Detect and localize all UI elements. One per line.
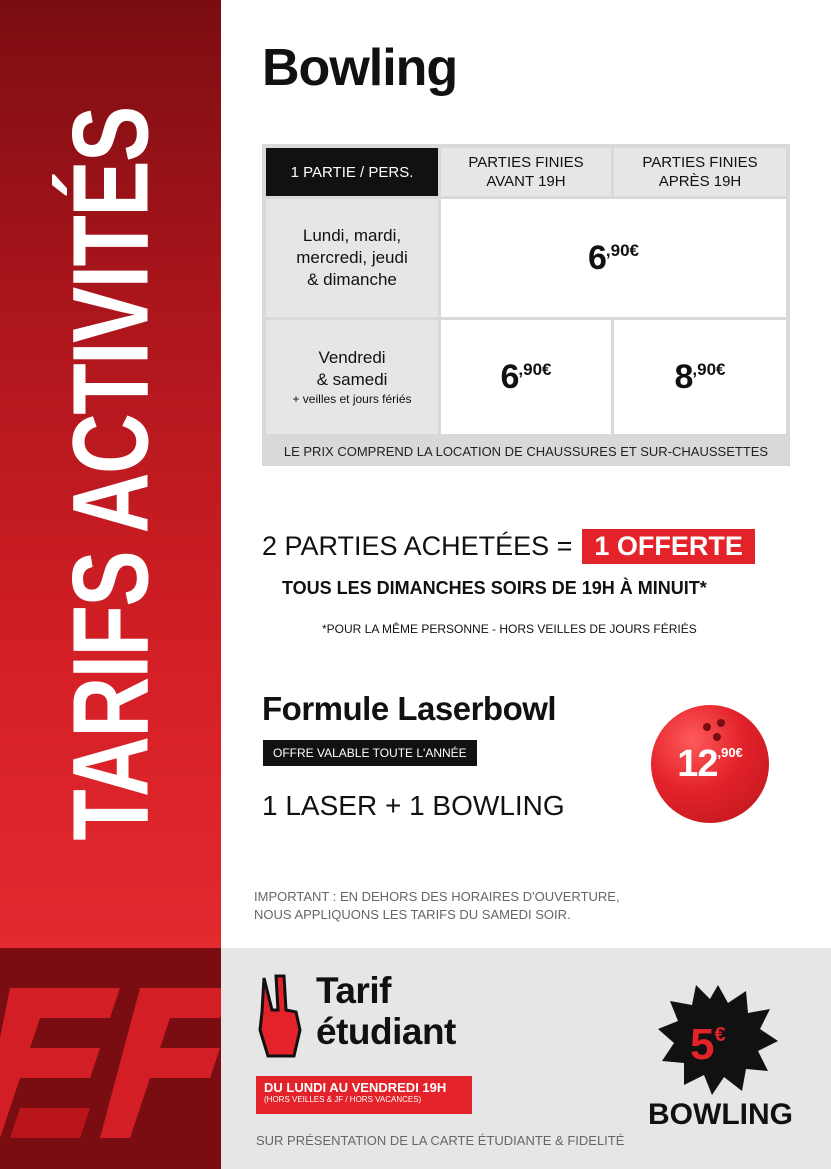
table-row-weekend-label: Vendredi & samedi + veilles et jours fériés (266, 320, 438, 434)
important-note: IMPORTANT : EN DEHORS DES HORAIRES D'OUVERTURE, NOUS APPLIQUONS LES TARIFS DU SAMEDI SOIR. (254, 889, 620, 922)
offer-line (262, 526, 755, 566)
offer-text: 2 PARTIES ACHETÉES = (262, 530, 573, 561)
price-weekdays: 6 $^{,90€}$ (587, 238, 639, 277)
side-band (0, 0, 221, 948)
table-cell-weekdays-price (441, 199, 786, 317)
laser-price: 12 $^{,90€}$ (677, 742, 743, 785)
logo-icon (0, 948, 221, 1169)
offer-footnote: *POUR LA MÊME PERSONNE - HORS VEILLES DE JOURS FÉRIÉS (322, 622, 697, 636)
student-price: 5 € (690, 1020, 726, 1069)
table-row-weekdays-label: Lundi, mardi, mercredi, jeudi & dimanche (266, 199, 438, 317)
bowling-ball-price (651, 705, 769, 823)
student-footer: SUR PRÉSENTATION DE LA CARTE ÉTUDIANTE & FIDELITÉ (256, 1133, 625, 1148)
table-header-after-19h: PARTIES FINIES APRÈS 19H (614, 148, 786, 196)
offer-when: TOUS LES DIMANCHES SOIRS DE 19H À MINUIT* (282, 578, 707, 598)
laser-badge: OFFRE VALABLE TOUTE L'ANNÉE (263, 740, 477, 766)
price-table (262, 144, 790, 466)
price-weekend-before: 6 $^{,90€}$ (500, 357, 552, 396)
price-weekend-after: 8 $^{,90€}$ (674, 357, 726, 396)
logo-panel (0, 948, 221, 1169)
student-badge: DU LUNDI AU VENDREDI 19H (HORS VEILLES & JF / HORS VACANCES) (256, 1076, 472, 1114)
table-header-before-19h: PARTIES FINIES AVANT 19H (441, 148, 611, 196)
side-title: TARIFS ACTIVITÉS (49, 107, 171, 841)
table-note: LE PRIX COMPREND LA LOCATION DE CHAUSSURES ET SUR-CHAUSSETTES (283, 443, 769, 459)
student-title: Tarif étudiant (316, 970, 456, 1052)
laser-formula: 1 LASER + 1 BOWLING (262, 790, 565, 821)
peace-hand-icon (256, 970, 306, 1060)
table-cell-weekend-after-price (614, 320, 786, 434)
laser-title: Formule Laserbowl (262, 690, 557, 727)
table-header-per-person: 1 PARTIE / PERS. (266, 148, 438, 196)
page-title: Bowling (262, 39, 458, 97)
table-cell-weekend-before-price (441, 320, 611, 434)
student-price-label: BOWLING (648, 1098, 793, 1131)
offer-badge: 1 OFFERTE (582, 529, 755, 564)
